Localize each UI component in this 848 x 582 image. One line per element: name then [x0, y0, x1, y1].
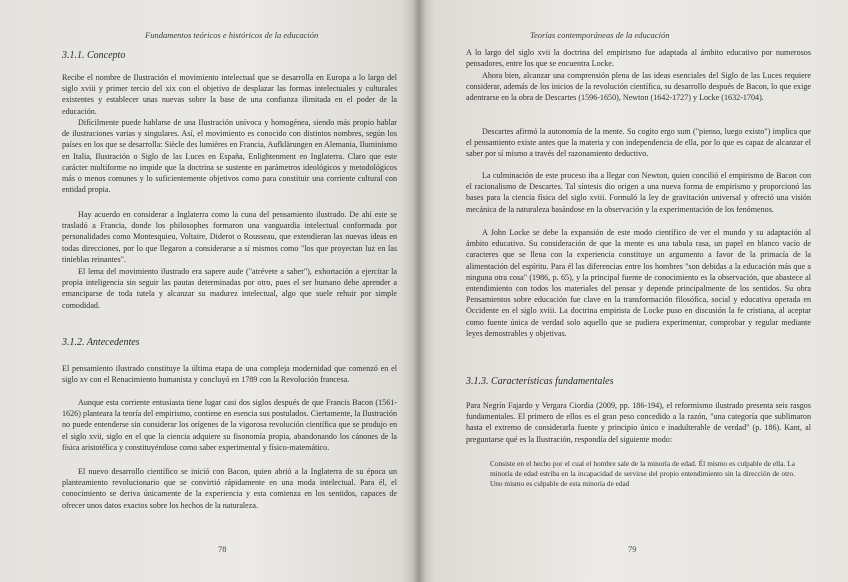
running-head-left: Fundamentos teóricos e históricos de la educación	[145, 30, 319, 40]
paragraph: Ahora bien, alcanzar una comprensión plena de las ideas esenciales del Siglo de las Luces requiere considerar, además de los inicios de la revolución científica, su desarrollo después de Bacon, lo que exige adentrarse en la obra de Descartes (1596-1650), Newton (1642-1727) y Locke (1632-1704).	[466, 71, 811, 103]
section-heading-antecedentes: 3.1.2. Antecedentes	[62, 337, 140, 348]
paragraph: Recibe el nombre de Ilustración el movimiento intelectual que se desarrolla en Europa a lo largo del siglo xviii y primer tercio del xix con el objetivo de desplazar las formas intelectuales y culturales existentes y establecer unas nuevas sobre la base de una confianza ilimitada en el poder de la educación.	[62, 73, 397, 116]
paragraph: La culminación de este proceso iba a llegar con Newton, quien concilió el empirismo de Bacon con el racionalismo de Descartes. Tal síntesis dio origen a una nueva forma de empirismo y proporcionó las bases para la ciencia física del siglo xviii. Formuló la ley de gravitación universal y ofreció una visión mecánica de la naturaleza basándose en la observación y la experimentación de los fenómenos.	[466, 171, 811, 214]
left-page	[0, 0, 418, 582]
paragraph: El lema del movimiento ilustrado era sapere aude ("atrévete a saber"), exhortación a ejercitar la propia inteligencia sin seguir las pautas determinadas por otro, pues el ser humano debe aprender a emanciparse de toda tutela y alcanzar su madurez intelectual, algo que suele rehuir por simple comodidad.	[62, 267, 397, 310]
paragraph: Difícilmente puede hablarse de una Ilustración unívoca y homogénea, siendo más propio hablar de ilustraciones varias y singulares. Así, el movimiento es conocido con distintos nombres, según los países en los que se desarrolla: Siècle des lumières en Francia, Aufklärungen en Alemania, Iluminismo en Italia, Ilustración o Siglo de las Luces en España, Enlightenment en Inglaterra. Claro que este carácter multiforme no impide que la doctrina se sustente en parámetros ideológicos y metodológicos más o menos comunes y lo suficientemente objetivos como para constituir una corriente cultural con entidad propia.	[62, 118, 397, 195]
paragraph: El nuevo desarrollo científico se inició con Bacon, quien abrió a la Inglaterra de su época un planteamiento revolucionario que se convirtió rápidamente en una moda intelectual. Para él, el conocimiento se deriva únicamente de la experiencia y esta comienza en los sentidos, capaces de ofrecer unos datos exactos sobre los hechos de la naturaleza.	[62, 467, 397, 510]
section-heading-caracteristicas: 3.1.3. Características fundamentales	[466, 376, 614, 387]
paragraph: Aunque esta corriente entusiasta tiene lugar casi dos siglos después de que Francis Bacon (1561-1626) planteara la teoría del empirismo, contiene en esencia sus postulados. Ciertamente, la Ilustración no puede entenderse sin considerar los orígenes de la vigorosa revolución científica que se produjo en el siglo xvii, siglo en el que la ciencia adquiere su fisonomía propia, abandonando los cánones de la física aristotélica y constituyéndose como saber experimental y físico-matemático.	[62, 398, 397, 452]
paragraph: A John Locke se debe la expansión de este modo científico de ver el mundo y su adaptación al ámbito educativo. Su consideración de que la mente es una tabula rasa, un papel en blanco vacío de caracteres que se llena con la experiencia constituye un argumento a favor de la primacía de la alimentación del espíritu. Para él las diferencias entre los hombres "son debidas a la educación más que a ninguna otra cosa" (1986, p. 65), y la principal fuente de conocimiento es la observación, que abastece al entendimiento con todos los materiales del pensar y depende principalmente de los sentidos. Su obra Pensamientos sobre educación fue clave en la transformación filosófica, social y educativa operada en Occidente en el siglo xviii. La doctrina empirista de Locke puso en discusión la fe cristiana, al aceptar como fuente única de verdad solo aquello que se pudiera experimentar, comprobar y regular mediante leyes demostrables y objetivas.	[466, 228, 811, 338]
paragraph: A lo largo del siglo xvii la doctrina del empirismo fue adaptada al ámbito educativo por numerosos pensadores, entre los que se encuentra Locke.	[466, 48, 811, 69]
paragraph: Hay acuerdo en considerar a Inglaterra como la cuna del pensamiento ilustrado. De ahí este se trasladó a Francia, donde los philosophes formaron una vanguardia intelectual conformada por personalidades como Montesquieu, Voltaire, Diderot o Rousseau, que extendieran las nuevas ideas en todas direcciones, por lo que llegaron a considerarse a sí mismos como "los que proyectan luz en las tinieblas reinantes".	[62, 210, 397, 264]
paragraph: El pensamiento ilustrado constituye la última etapa de una compleja modernidad que comenzó en el siglo xv con el Renacimiento humanista y concluyó en 1789 con la Revolución francesa.	[62, 364, 397, 385]
paragraph: Descartes afirmó la autonomía de la mente. Su cogito ergo sum ("pienso, luego existo") implica que el pensamiento existe antes que la materia y con independencia de ella, por lo que es capaz de alcanzar el saber por sí mismo a través del razonamiento deductivo.	[466, 127, 811, 159]
block-quote: Consiste en el hecho por el cual el hombre sale de la minoría de edad. Él mismo es culpable de ella. La minoría de edad estriba en la incapacidad de servirse del propio entendimiento sin la dirección de otro. Uno mismo es culpable de esta minoría de edad	[490, 459, 795, 488]
paragraph: Para Negrín Fajardo y Vergara Ciordia (2009, pp. 186-194), el reformismo ilustrado presenta seis rasgos fundamentales. El primero de ellos es el gran peso concedido a la razón, "una categoría que sublimaron hasta el extremo de considerarla fuente y principio único e inadulterable de verdad" (p. 186). Kant, al preguntarse qué es la Ilustración, respondía del siguiente modo:	[466, 401, 811, 444]
page-number-left: 78	[218, 544, 227, 554]
page-number-right: 79	[628, 544, 637, 554]
section-heading-concepto: 3.1.1. Concepto	[62, 50, 126, 61]
right-page	[418, 0, 848, 582]
running-head-right: Teorías contemporáneas de la educación	[530, 30, 670, 40]
book-gutter	[412, 0, 426, 582]
